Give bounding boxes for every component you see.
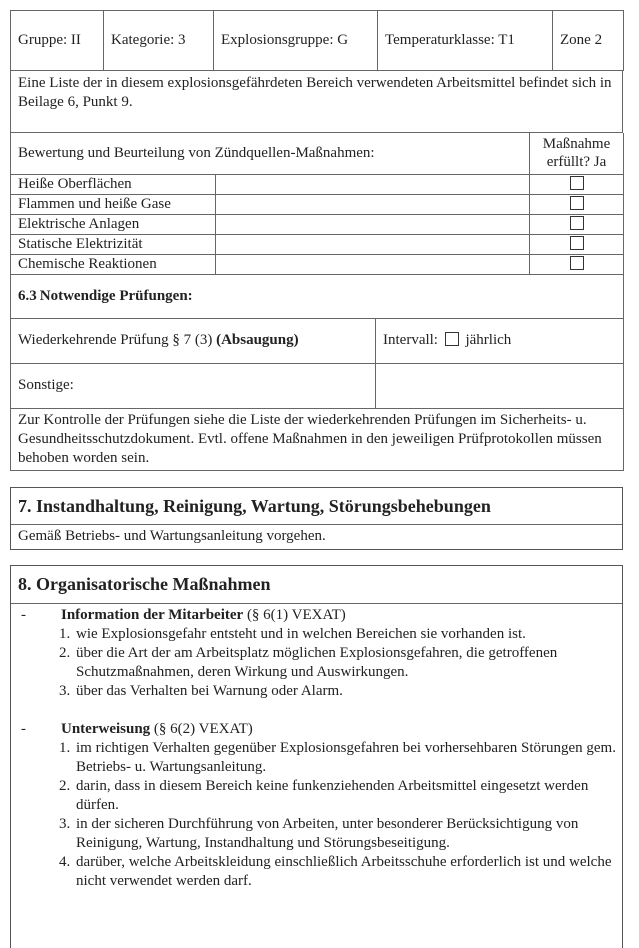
sonstige-value — [376, 363, 624, 408]
ignition-header-column — [530, 133, 624, 175]
classification-table — [10, 10, 624, 71]
section-6-3-heading — [11, 275, 624, 318]
equipment-list-note: Eine Liste der in diesem explosionsgefährdeten Bereich verwendeten Arbeitsmittel befindet sich in Beilage 6, Punkt 9. — [11, 71, 623, 132]
explosionsgruppe-cell: Explosionsgruppe: G — [214, 11, 378, 71]
info-heading — [11, 606, 622, 625]
kategorie-cell: Kategorie: 3 — [104, 11, 214, 71]
header-col-line2: erfüllt? Ja — [546, 154, 607, 171]
ignition-row-check-cell — [530, 235, 624, 255]
explosion-protection-table — [10, 10, 623, 472]
unterweisung-ref: (§ 6(2) VEXAT) — [150, 721, 253, 737]
interval-option: jährlich — [465, 332, 512, 348]
ignition-row-blank — [216, 215, 530, 235]
recurring-inspection-scope: (Absaugung) — [216, 332, 299, 348]
section-7-title: 7. Instandhaltung, Reinigung, Wartung, Störungsbehebungen — [11, 488, 622, 525]
table-row — [11, 195, 624, 215]
ignition-header-label: Bewertung und Beurteilung von Zündquellen-Maßnahmen: — [11, 133, 530, 175]
info-list — [11, 625, 622, 701]
recurring-inspection-label: Wiederkehrende Prüfung § 7 (3) — [18, 332, 217, 348]
section-8-box — [10, 565, 623, 948]
zone-cell: Zone 2 — [553, 11, 624, 71]
ignition-row-label: Statische Elektrizität — [11, 235, 216, 255]
section-title: Notwendige Prüfungen: — [39, 287, 193, 304]
list-item: 4. darüber, welche Arbeitskleidung einschließlich Arbeitsschuhe erforderlich ist und welche nicht verwendet werden darf. — [74, 853, 622, 891]
gruppe-cell: Gruppe: II — [11, 11, 104, 71]
interval-label: Intervall: — [383, 332, 438, 348]
unterweisung-heading — [11, 720, 622, 739]
dash: - — [21, 721, 26, 737]
list-item: 3. über das Verhalten bei Warnung oder Alarm. — [74, 682, 622, 701]
temperaturklasse-cell: Temperaturklasse: T1 — [378, 11, 553, 71]
ignition-source-table — [10, 133, 624, 276]
sonstige-label: Sonstige: — [11, 363, 376, 408]
section-number: 6.3 — [18, 287, 37, 304]
ignition-row-blank — [216, 195, 530, 215]
inspection-control-note: Zur Kontrolle der Prüfungen siehe die Liste der wiederkehrenden Prüfungen im Sicherheits- u. Gesundheitsschutzdokument. Evtl. offene Maßnahmen in den jeweiligen Prüfprotokollen müssen behoben worden sein. — [11, 408, 624, 470]
unterweisung-list — [11, 739, 622, 891]
recurring-inspection-cell — [11, 318, 376, 363]
info-title: Information der Mitarbeiter — [61, 607, 244, 623]
info-ref: (§ 6(1) VEXAT) — [243, 607, 346, 623]
checkbox[interactable] — [570, 216, 584, 230]
section-8-title: 8. Organisatorische Maßnahmen — [11, 566, 622, 604]
list-item: 2. darin, dass in diesem Bereich keine funkenziehenden Arbeitsmittel eingesetzt werden dürfen. — [74, 777, 622, 815]
list-item: 3. in der sicheren Durchführung von Arbeiten, unter besonderer Berücksichtigung von Reinigung, Wartung, Instandhaltung und Störungsbeseitigung. — [74, 815, 622, 853]
checkbox[interactable] — [570, 196, 584, 210]
section-7-box — [10, 487, 623, 550]
ignition-row-check-cell — [530, 215, 624, 235]
ignition-row-label: Flammen und heiße Gase — [11, 195, 216, 215]
unterweisung-title: Unterweisung — [61, 721, 151, 737]
checkbox[interactable] — [570, 256, 584, 270]
list-item: 1. wie Explosionsgefahr entsteht und in welchen Bereichen sie vorhanden ist. — [74, 625, 622, 644]
ignition-row-label: Elektrische Anlagen — [11, 215, 216, 235]
table-row — [11, 235, 624, 255]
ignition-row-label: Chemische Reaktionen — [11, 255, 216, 275]
checkbox[interactable] — [570, 236, 584, 250]
ignition-row-blank — [216, 255, 530, 275]
list-item: 1. im richtigen Verhalten gegenüber Explosionsgefahren bei vorhersehbaren Störungen gem. Betriebs- u. Wartungsanleitung. — [74, 739, 622, 777]
interval-cell — [376, 318, 624, 363]
ignition-row-blank — [216, 175, 530, 195]
checkbox[interactable] — [570, 176, 584, 190]
header-col-line1: Maßnahme — [542, 136, 611, 153]
table-row — [11, 175, 624, 195]
dash: - — [21, 607, 26, 623]
ignition-row-blank — [216, 235, 530, 255]
list-item: 2. über die Art der am Arbeitsplatz möglichen Explosionsgefahren, die getroffenen Schutzmaßnahmen, deren Wirkung und Auswirkungen. — [74, 644, 622, 682]
table-row — [11, 255, 624, 275]
ignition-row-label: Heiße Oberflächen — [11, 175, 216, 195]
ignition-row-check-cell — [530, 195, 624, 215]
interval-checkbox[interactable] — [445, 332, 459, 346]
ignition-row-check-cell — [530, 255, 624, 275]
inspections-table — [10, 275, 624, 471]
section-7-text: Gemäß Betriebs- und Wartungsanleitung vorgehen. — [18, 528, 326, 544]
ignition-row-check-cell — [530, 175, 624, 195]
table-row — [11, 215, 624, 235]
